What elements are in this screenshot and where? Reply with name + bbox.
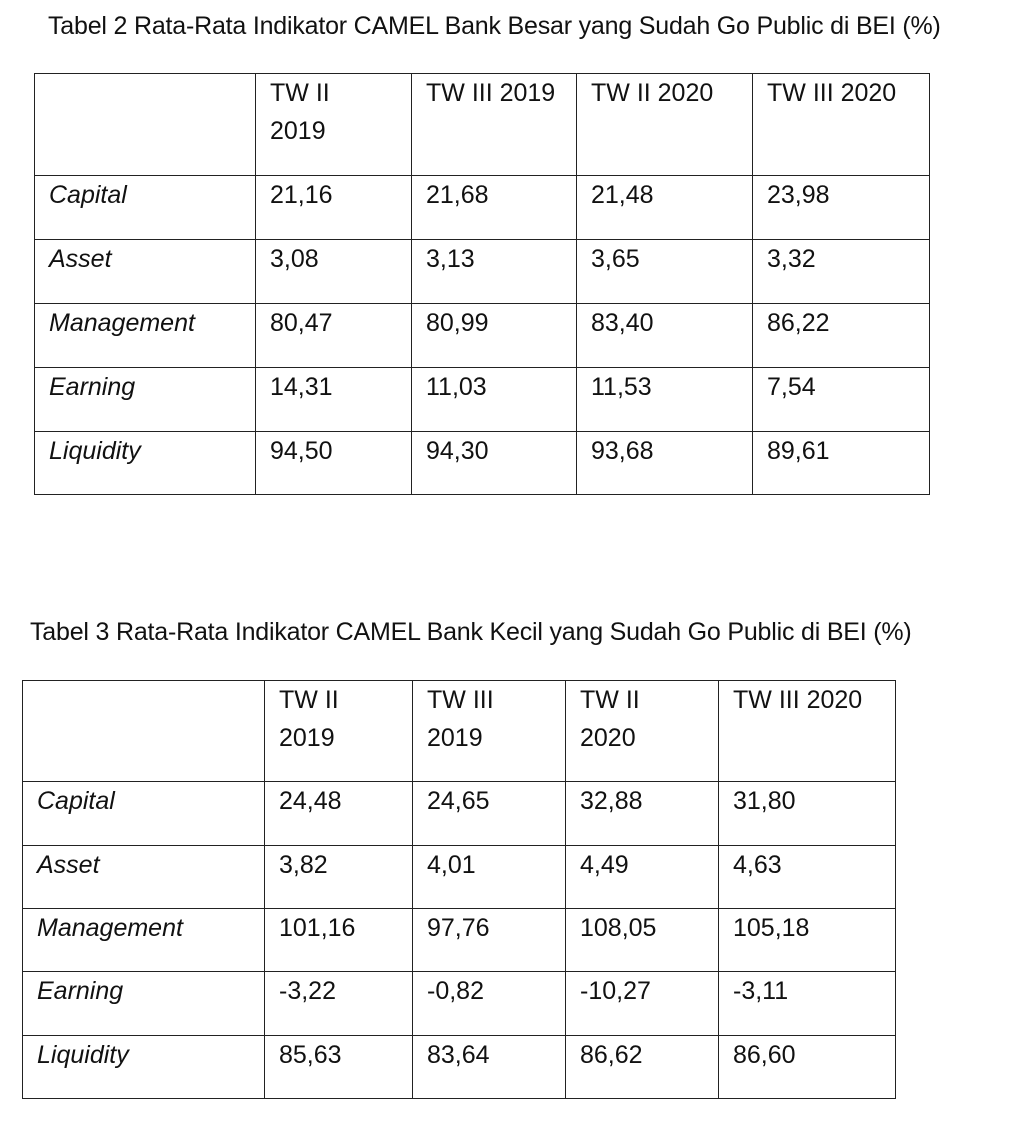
table-cell: 3,13 <box>412 240 577 304</box>
header-cell: TW III 2020 <box>753 74 930 176</box>
table-cell: 32,88 <box>566 782 719 846</box>
header-cell-empty <box>35 74 256 176</box>
camel-table-large-banks <box>34 73 930 495</box>
header-cell: TW III 2020 <box>719 681 896 782</box>
table-cell: 11,53 <box>577 368 753 432</box>
row-label: Asset <box>35 240 256 304</box>
table-row <box>35 368 930 432</box>
table-row <box>35 176 930 240</box>
table-header-row <box>35 74 930 176</box>
table-cell: 3,82 <box>265 846 413 909</box>
table-cell: 21,68 <box>412 176 577 240</box>
table-cell: 3,65 <box>577 240 753 304</box>
table-3-title: Tabel 3 Rata-Rata Indikator CAMEL Bank Kecil yang Sudah Go Public di BEI (%) <box>30 618 912 646</box>
camel-table-small-banks <box>22 680 896 1099</box>
header-cell: TW III 2019 <box>413 681 566 782</box>
header-cell: TW II 2020 <box>577 74 753 176</box>
table-row <box>35 240 930 304</box>
table-cell: 24,65 <box>413 782 566 846</box>
table-cell: 94,50 <box>256 432 412 495</box>
row-label: Earning <box>35 368 256 432</box>
table-row <box>23 909 896 972</box>
table-cell: 14,31 <box>256 368 412 432</box>
table-cell: 85,63 <box>265 1036 413 1099</box>
row-label: Management <box>35 304 256 368</box>
table-cell: 21,16 <box>256 176 412 240</box>
table-2-title: Tabel 2 Rata-Rata Indikator CAMEL Bank Besar yang Sudah Go Public di BEI (%) <box>48 12 941 40</box>
header-cell-empty <box>23 681 265 782</box>
table-cell: 94,30 <box>412 432 577 495</box>
table-cell: 3,08 <box>256 240 412 304</box>
table-row <box>23 782 896 846</box>
table-cell: 83,64 <box>413 1036 566 1099</box>
table-cell: 21,48 <box>577 176 753 240</box>
table-cell: 83,40 <box>577 304 753 368</box>
table-cell: -10,27 <box>566 972 719 1036</box>
row-label: Capital <box>35 176 256 240</box>
header-cell: TW II 2019 <box>265 681 413 782</box>
table-cell: 86,22 <box>753 304 930 368</box>
header-cell: TW III 2019 <box>412 74 577 176</box>
table-cell: 108,05 <box>566 909 719 972</box>
table-cell: 93,68 <box>577 432 753 495</box>
table-cell: 80,99 <box>412 304 577 368</box>
row-label: Earning <box>23 972 265 1036</box>
table-cell: -3,22 <box>265 972 413 1036</box>
row-label: Liquidity <box>23 1036 265 1099</box>
table-cell: 86,60 <box>719 1036 896 1099</box>
table-cell: 7,54 <box>753 368 930 432</box>
table-cell: 11,03 <box>412 368 577 432</box>
header-cell: TW II 2020 <box>566 681 719 782</box>
table-row <box>23 972 896 1036</box>
table-cell: 80,47 <box>256 304 412 368</box>
table-cell: 101,16 <box>265 909 413 972</box>
table-row <box>35 304 930 368</box>
table-cell: 23,98 <box>753 176 930 240</box>
table-row <box>35 432 930 495</box>
table-cell: 3,32 <box>753 240 930 304</box>
header-cell: TW II 2019 <box>256 74 412 176</box>
table-cell: 4,01 <box>413 846 566 909</box>
table-row <box>23 1036 896 1099</box>
table-row <box>23 846 896 909</box>
table-header-row <box>23 681 896 782</box>
row-label: Liquidity <box>35 432 256 495</box>
table-cell: -3,11 <box>719 972 896 1036</box>
table-cell: 97,76 <box>413 909 566 972</box>
table-cell: 4,63 <box>719 846 896 909</box>
row-label: Capital <box>23 782 265 846</box>
row-label: Asset <box>23 846 265 909</box>
table-cell: 89,61 <box>753 432 930 495</box>
table-cell: 86,62 <box>566 1036 719 1099</box>
table-cell: 31,80 <box>719 782 896 846</box>
table-cell: -0,82 <box>413 972 566 1036</box>
row-label: Management <box>23 909 265 972</box>
table-cell: 4,49 <box>566 846 719 909</box>
table-cell: 24,48 <box>265 782 413 846</box>
table-cell: 105,18 <box>719 909 896 972</box>
